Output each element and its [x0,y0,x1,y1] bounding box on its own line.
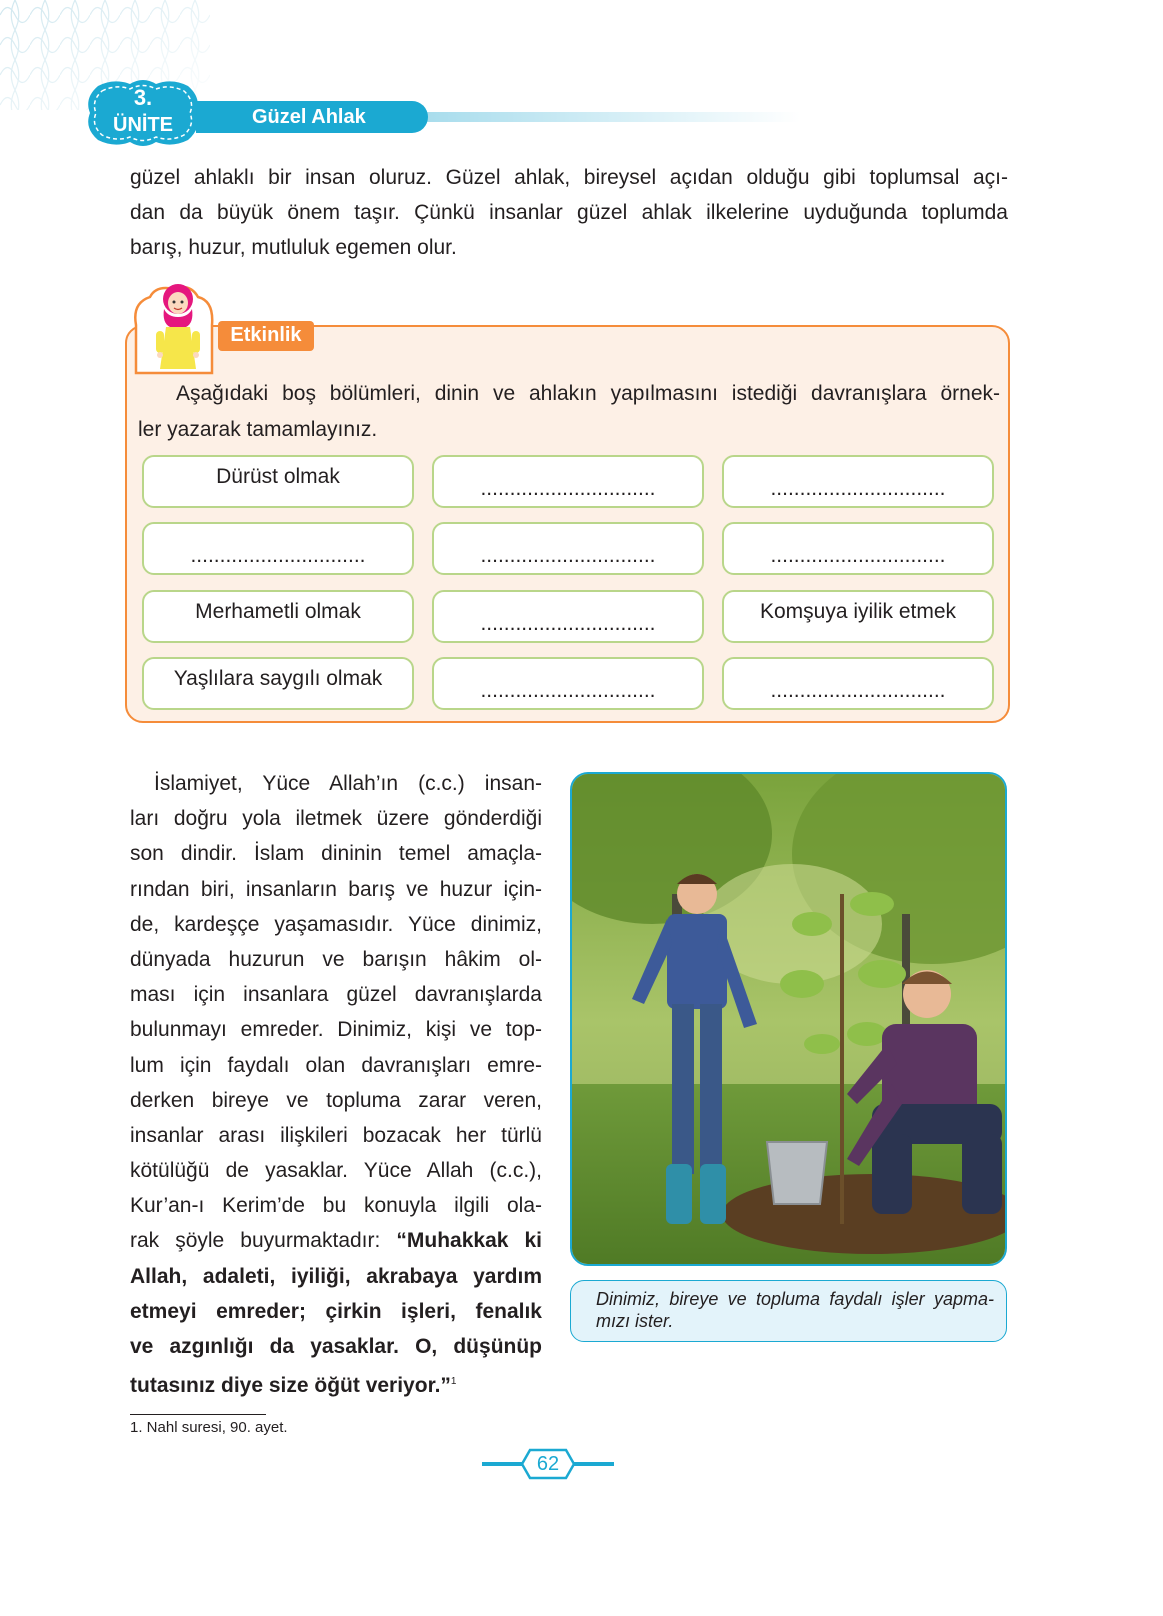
main-line: insanlar arası ilişkileri bozacak her türlü [130,1123,542,1147]
quote-text: ve azgınlığı da yasaklar. O, düşünüp [130,1335,542,1358]
activity-cell-text: .............................. [770,544,946,567]
activity-cell[interactable] [142,657,414,710]
activity-cell[interactable] [142,522,414,575]
footnote: 1. Nahl suresi, 90. ayet. [130,1419,288,1436]
activity-cell[interactable] [432,522,704,575]
main-line: rından biri, insanların barış ve huzur için- [130,877,542,901]
activity-cell[interactable] [432,657,704,710]
intro-paragraph [130,160,1008,265]
activity-cell[interactable] [142,455,414,508]
activity-cell[interactable] [722,455,994,508]
main-line: son dindir. İslam dininin temel amaçla- [130,842,542,866]
intro-line: güzel ahlaklı bir insan oluruz. Güzel ahlak, bireysel açıdan olduğu gibi toplumsal açı- [130,166,1008,189]
page-number: 62 [536,1453,560,1475]
activity-cell[interactable] [432,590,704,643]
activity-cell-text: .............................. [480,679,656,702]
main-line: İslamiyet, Yüce Allah’ın (c.c.) insan- [154,772,542,795]
activity-label: Etkinlik [218,321,314,351]
activity-cell-text: .............................. [770,679,946,702]
main-line: Kur’an-ı Kerim’de bu konuyla ilgili ola- [130,1194,542,1218]
activity-cell[interactable] [722,657,994,710]
main-line: ları doğru yola iletmek üzere gönderdiği [130,807,542,831]
quote-line-last [130,1364,542,1399]
activity-cell-text: .............................. [480,612,656,635]
activity-instruction-line: Aşağıdaki boş bölümleri, dinin ve ahlakın yapılmasını istediği davranışlara örnek- [176,382,1000,405]
main-line: bulunmayı emreder. Dinimiz, kişi ve top- [130,1018,542,1042]
main-line: derken bireye ve topluma zarar veren, [130,1088,542,1112]
caption-line: mızı ister. [596,1311,674,1331]
activity-cell[interactable] [142,590,414,643]
main-line-quote-start [130,1223,542,1258]
footnote-rule [130,1414,266,1415]
main-line: dünyada huzurun ve barışın hâkim ol- [130,947,542,971]
title-fade-line [420,112,800,122]
unit-number: 3. [133,85,153,110]
activity-cell-text: Komşuya iyilik etmek [759,600,957,623]
photo-caption [596,1288,994,1332]
caption-line: Dinimiz, bireye ve topluma faydalı işler yapma- [596,1289,994,1309]
tree-planting-photo [570,772,1007,1266]
activity-cell-text: Dürüst olmak [216,465,340,488]
main-paragraph [130,766,542,1399]
main-line: de, kardeşçe yaşamasıdır. Yüce dinimiz, [130,912,542,936]
quote-line [130,1329,542,1364]
quote-line [130,1259,542,1294]
main-line: ması için insanlara güzel davranışlarda [130,983,542,1007]
unit-title: Güzel Ahlak [252,106,366,128]
main-line: kötülüğü de yasaklar. Yüce Allah (c.c.), [130,1159,542,1183]
intro-line: barış, huzur, mutluluk egemen olur. [130,236,457,259]
quote-text: etmeyi emreder; çirkin işleri, fenalık [130,1299,542,1323]
girl-character-icon [148,283,208,373]
activity-instruction [138,376,1000,448]
activity-cell[interactable] [722,590,994,643]
quote-end: tutasınız diye size öğüt veriyor.” [130,1374,451,1398]
activity-cell-text: .............................. [480,544,656,567]
activity-cell-text: .............................. [190,544,366,567]
activity-cell-text: .............................. [770,477,946,500]
activity-cell-text: Yaşlılara saygılı olmak [173,667,383,690]
intro-line: dan da büyük önem taşır. Çünkü insanlar güzel ahlak ilkelerine uyduğunda toplumda [130,201,1008,224]
activity-cell-text: Merhametli olmak [195,600,361,623]
activity-instruction-line: ler yazarak tamamlayınız. [138,418,378,441]
footnote-ref: 1 [450,1376,457,1388]
activity-cell[interactable] [432,455,704,508]
quote-text: Allah, adaleti, iyiliği, akrabaya yardım [130,1264,542,1288]
quote-start: “Muhakkak ki [396,1229,542,1253]
activity-cell-text: .............................. [480,477,656,500]
unit-badge [84,78,202,148]
quote-line [130,1294,542,1329]
activity-cell[interactable] [722,522,994,575]
main-line: lum için faydalı olan davranışları emre- [130,1053,542,1077]
unit-word: ÜNİTE [113,114,173,136]
quote-intro: rak şöyle buyurmaktadır: [130,1229,397,1253]
